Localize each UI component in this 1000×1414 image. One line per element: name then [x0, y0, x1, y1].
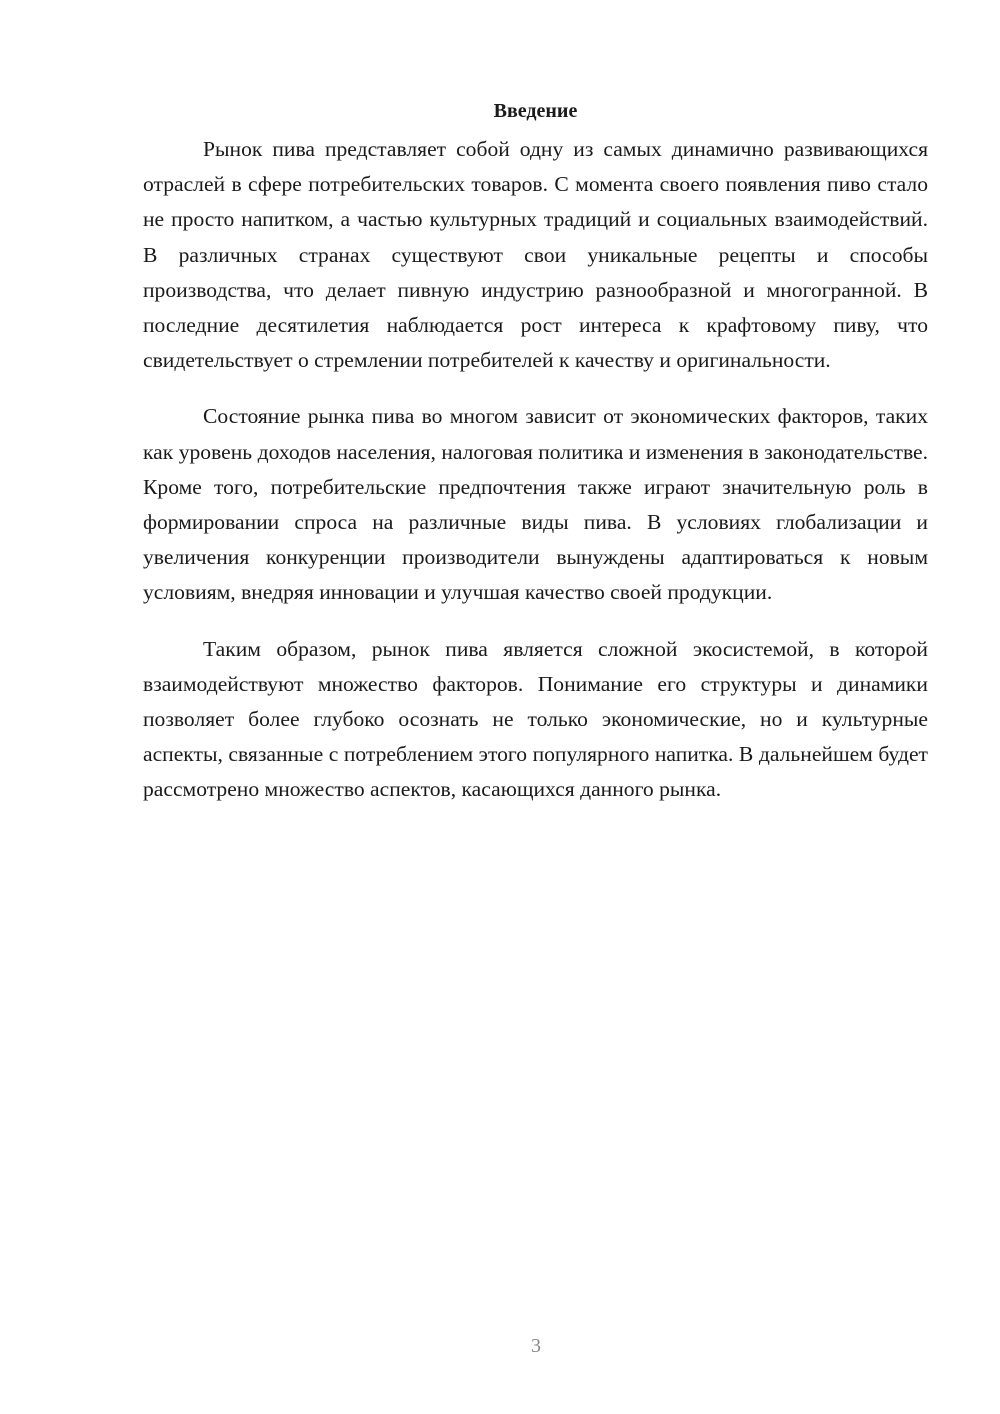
page-number: 3: [531, 1335, 541, 1357]
paragraph-market-factors: Состояние рынка пива во многом зависит от экономических факторов, таких как уровень доходов населения, налоговая политика и изменения в законодательстве. Кроме того, потребительские предпочтения также играют значительную роль в формировании спроса на различные виды пива. В условиях глобализации и увеличения конкуренции производители вынуждены адаптироваться к новым условиям, внедряя инновации и улучшая качество своей продукции.: [143, 404, 928, 605]
section-heading: Введение: [493, 100, 578, 122]
page-content: [143, 96, 928, 808]
paragraph-conclusion: Таким образом, рынок пива является сложной экосистемой, в которой взаимодействуют множество факторов. Понимание его структуры и динамики позволяет более глубоко осознать не только экономические, но и культурные аспекты, связанные с потреблением этого популярного напитка. В дальнейшем будет рассмотрено множество аспектов, касающихся данного рынка.: [143, 636, 928, 802]
paragraph-intro: Рынок пива представляет собой одну из самых динамично развивающихся отраслей в сфере потребительских товаров. С момента своего появления пиво стало не просто напитком, а частью культурных традиций и социальных взаимодействий. В различных странах существуют свои уникальные рецепты и способы производства, что делает пивную индустрию разнообразной и многогранной. В последние десятилетия наблюдается рост интереса к крафтовому пиву, что свидетельствует о стремлении потребителей к качеству и оригинальности.: [143, 137, 928, 373]
